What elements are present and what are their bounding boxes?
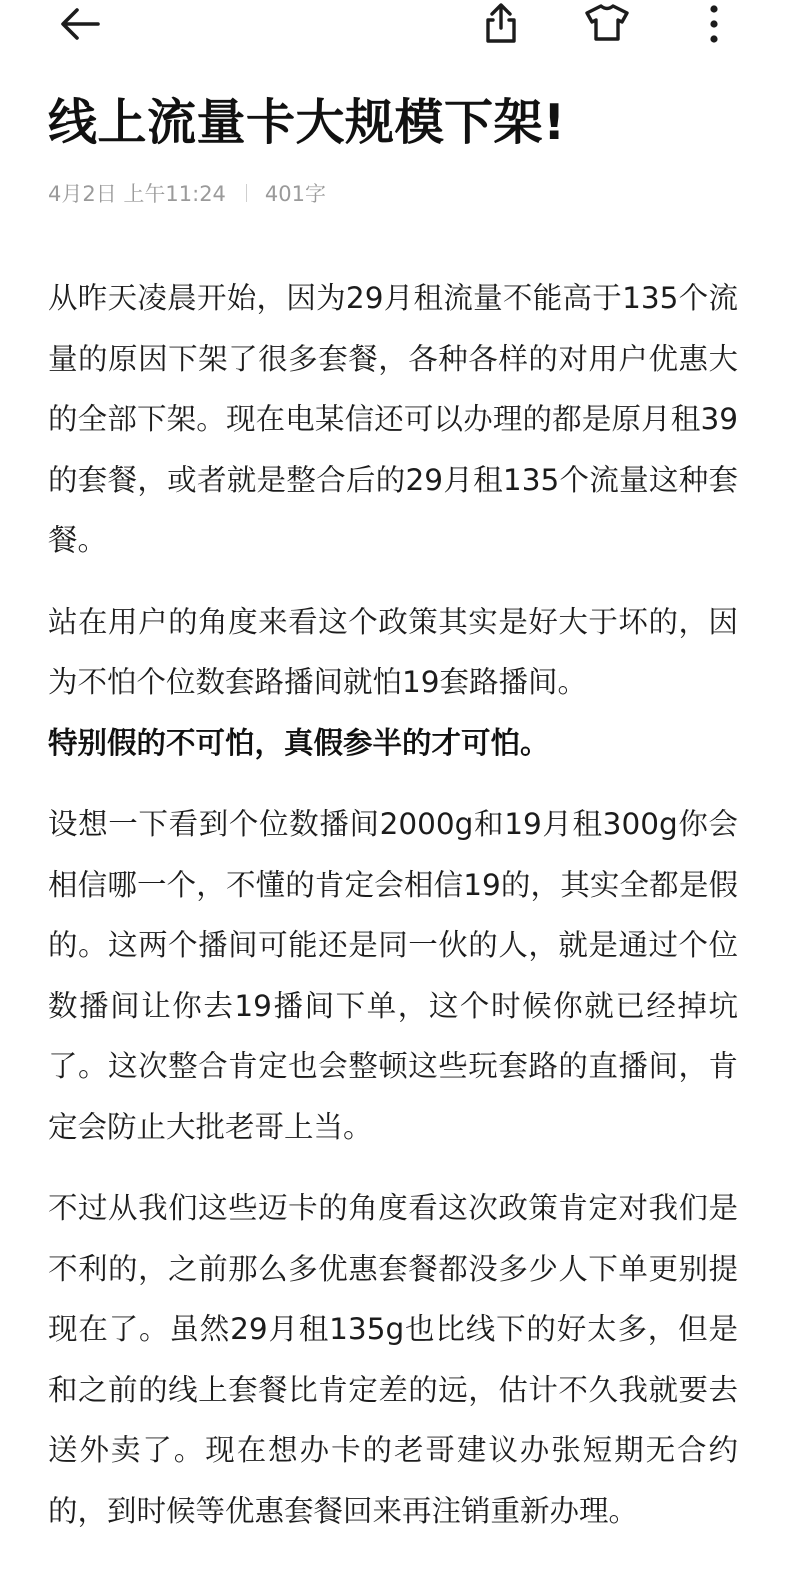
arrow-left-icon — [56, 0, 104, 48]
paragraph-1: 从昨天凌晨开始，因为29月租流量不能高于135个流量的原因下架了很多套餐，各种各样的对用户优惠大的全部下架。现在电某信还可以办理的都是原月租39的套餐，或者就是整合后的29月租135个流量这种套餐。 — [48, 281, 738, 557]
tshirt-icon — [583, 0, 631, 48]
note-word-count: 401字 — [264, 182, 327, 206]
paragraph-4: 不过从我们这些迈卡的角度看这次政策肯定对我们是不利的，之前那么多优惠套餐都没多少人下单更别提现在了。虽然29月租135g也比线下的好太多，但是和之前的线上套餐比肯定差的远，估计不久我就要去送外卖了。现在想办卡的老哥建议办张短期无合约的，到时候等优惠套餐回来再注销重新办理。 — [48, 1191, 738, 1528]
note-body[interactable] — [48, 268, 738, 1562]
paragraph-2-text: 站在用户的角度来看这个政策其实是好大于坏的，因为不怕个位数套路播间就怕19套路播间。 — [48, 604, 738, 699]
paragraph-2 — [48, 592, 738, 774]
more-button[interactable] — [690, 0, 738, 48]
note-date: 4月2日 上午11:24 — [48, 182, 226, 206]
note-meta — [48, 176, 326, 210]
note-title: 线上流量卡大规模下架! — [48, 94, 566, 151]
share-button[interactable] — [477, 0, 525, 48]
top-toolbar — [0, 0, 800, 50]
back-button[interactable] — [56, 0, 104, 48]
bold-emphasis-text: 特别假的不可怕，真假参半的才可怕。 — [48, 725, 550, 760]
paragraph-3: 设想一下看到个位数播间2000g和19月租300g你会相信哪一个，不懂的肯定会相信19的，其实全都是假的。这两个播间可能还是同一伙的人，就是通过个位数播间让你去19播间下单，这个时候你就已经掉坑了。这次整合肯定也会整顿这些玩套路的直播间，肯定会防止大批老哥上当。 — [48, 807, 738, 1144]
theme-button[interactable] — [583, 0, 631, 48]
more-vertical-icon — [690, 0, 738, 48]
share-icon — [477, 0, 525, 48]
meta-divider — [246, 184, 247, 202]
